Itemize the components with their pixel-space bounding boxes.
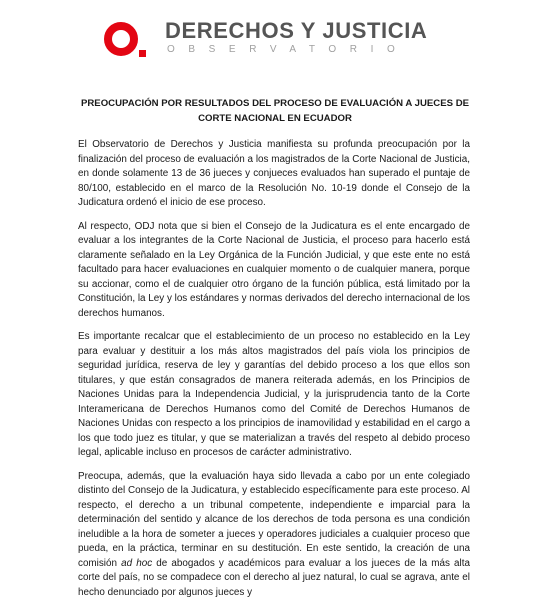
paragraph: Al respecto, ODJ nota que si bien el Consejo de la Judicatura es el ente encargado de evaluar a los integrantes de la Corte Nacional de Justicia, el proceso para hacerlo está claramente señalado en la Ley Orgánica de la Función Judicial, y que este ente no está facultado para hacer evaluaciones en cualquier momento o de cualquier manera, porque su accionar, como el de cualquier otro órgano de la función pública, está limitado por la Constitución, la Ley y los estándares y normas derivados del derecho internacional de los derechos humanos. — [78, 220, 470, 319]
paragraph: El Observatorio de Derechos y Justicia manifiesta su profunda preocupación por la finalización del proceso de evaluación a los magistrados de la Corte Nacional de Justicia, en donde solamente 13 de 36 jueces y conjueces evaluados han superado el puntaje de 80/100, establecido en el marco de la Resolución No. 10-19 donde el Consejo de la Judicatura ordenó el inicio de ese proceso. — [78, 139, 470, 208]
brand-title: DERECHOS Y JUSTICIA — [165, 18, 428, 43]
document-body — [78, 138, 470, 609]
paragraph-text: de abogados y académicos para evaluar a los jueces de la más alta corte del país, no se compadece con el derecho al juez natural, lo cual se agrava, ante el hecho denunciado por algunos jueces y — [78, 557, 470, 598]
page-title: PREOCUPACIÓN POR RESULTADOS DEL PROCESO DE EVALUACIÓN A JUECES DE CORTE NACIONAL EN ECUADOR — [80, 98, 470, 124]
paragraph: Es importante recalcar que el establecimiento de un proceso no establecido en la Ley para evaluar y destituir a los más altos magistrados del país viola los principios de seguridad jurídica, reserva de ley y garantías del debido proceso a los que ellos son titulares, y que están consagrados de manera reiterada además, en los Principios de Naciones Unidas para la Independencia Judicial, y la jurisprudencia tanto de la Corte Interamericana de Derechos Humanos como del Comité de Derechos Humanos de Naciones Unidas con respecto a los principios de inamovilidad y estabilidad en el cargo a los que todo juez es titular, y que se materializan a través del respeto al debido proceso legal, aplicable incluso en procesos de carácter administrativo. — [78, 331, 470, 458]
italic-text: ad hoc — [121, 557, 153, 569]
paragraph-text: Preocupa, además, que la evaluación haya sido llevada a cabo por un ente colegiado distinto del Consejo de la Judicatura, y establecido específicamente para este proceso. Al respecto, el derecho a un tribunal competente, independiente e imparcial para la determinación del sentido y alcance de los derechos de toda persona es una condición ineludible a la hora de someter a jueces y operadores judiciales a cualquier proceso que pueda, en la práctica, terminar en su destitución. En este sentido, la creación de una comisión — [78, 470, 470, 569]
header — [104, 18, 434, 58]
observatorio-logo-icon — [104, 20, 150, 60]
paragraph — [78, 470, 470, 601]
brand-subtitle: OBSERVATORIO — [167, 44, 409, 55]
